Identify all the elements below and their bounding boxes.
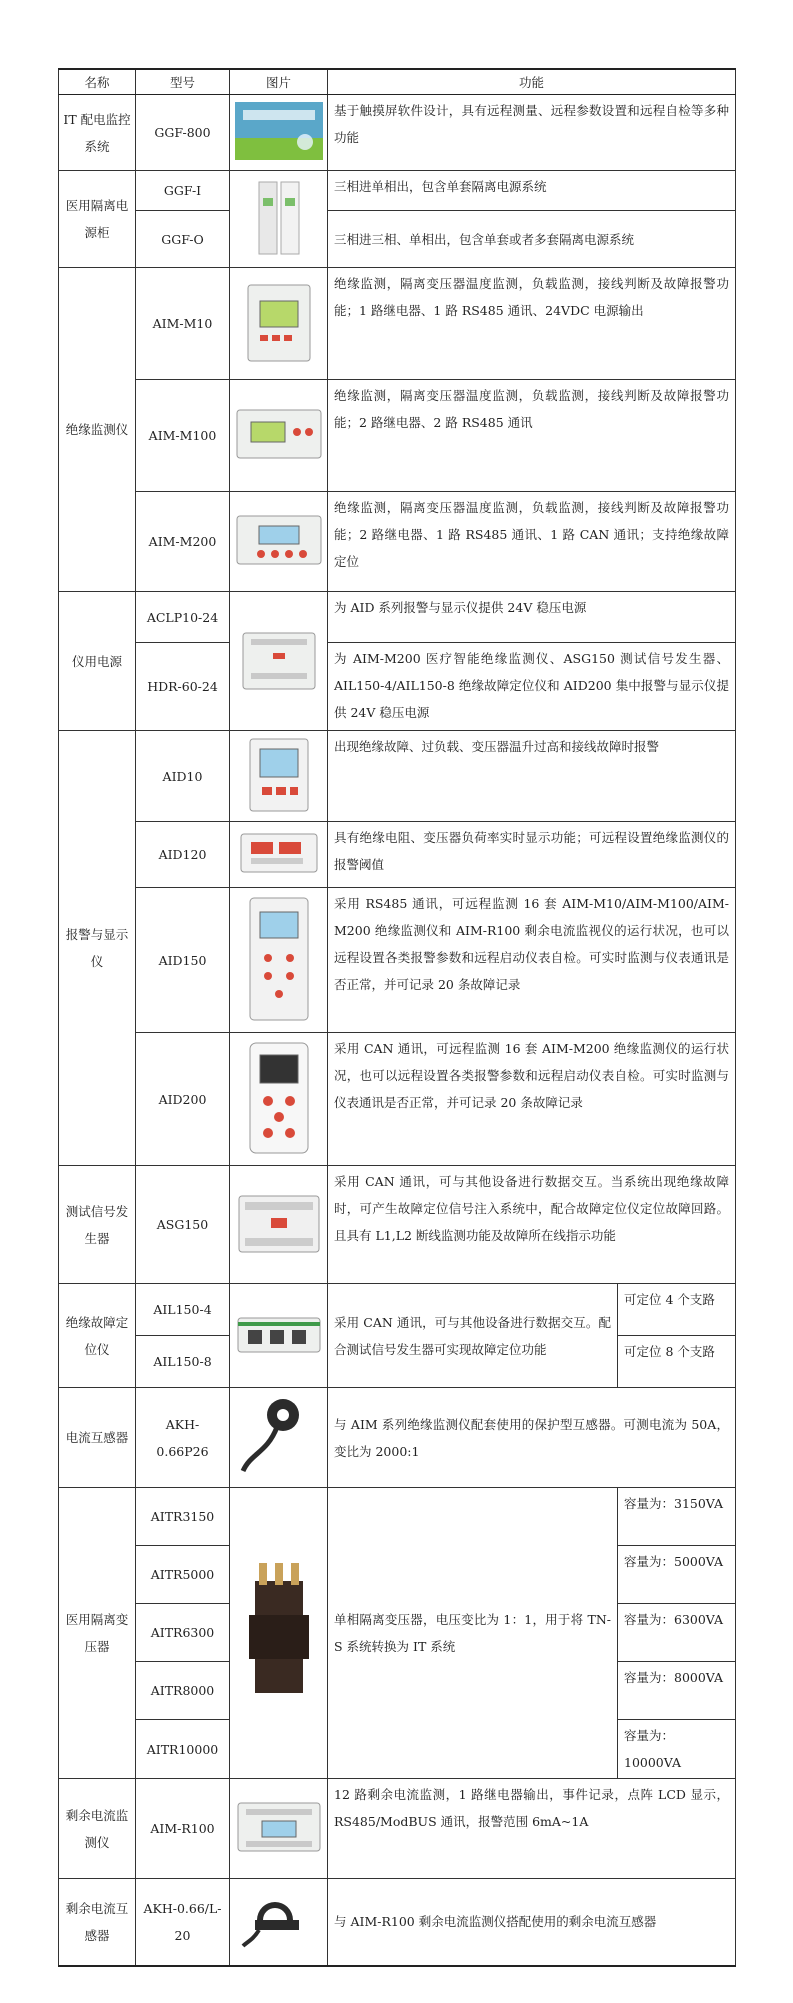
model-cell: AIM-M10 [136, 268, 230, 380]
aim-r100-image [230, 1779, 328, 1879]
table-row [59, 1879, 736, 1966]
table-row [59, 888, 736, 1033]
model-cell: AID10 [136, 731, 230, 822]
function-cell: 为 AIM-M200 医疗智能绝缘监测仪、ASG150 测试信号发生器、AIL150-4/AIL150-8 绝缘故障定位仪和 AID200 集中报警与显示仪提供 24V 稳压电源 [328, 643, 736, 731]
table-row [59, 1488, 736, 1546]
header-name: 名称 [59, 69, 136, 95]
model-cell: AKH-0.66P26 [136, 1388, 230, 1488]
product-spec-table [58, 68, 736, 1967]
name-cell: 绝缘故障定位仪 [59, 1284, 136, 1388]
sub-function-cell: 容量为：10000VA [618, 1720, 736, 1779]
function-cell: 绝缘监测，隔离变压器温度监测，负载监测，接线判断及故障报警功能；2 路继电器、2 路 RS485 通讯 [328, 380, 736, 492]
sub-function-cell: 可定位 8 个支路 [618, 1336, 736, 1388]
aim-m200-image [230, 492, 328, 592]
model-cell: AID150 [136, 888, 230, 1033]
table-row [59, 492, 736, 592]
model-cell: HDR-60-24 [136, 643, 230, 731]
table-row [59, 380, 736, 492]
function-cell: 基于触摸屏软件设计，具有远程测量、远程参数设置和远程自检等多种功能 [328, 95, 736, 171]
function-cell: 绝缘监测，隔离变压器温度监测，负载监测，接线判断及故障报警功能；1 路继电器、1 路 RS485 通讯、24VDC 电源输出 [328, 268, 736, 380]
name-cell: 剩余电流监测仪 [59, 1779, 136, 1879]
aid150-image [230, 888, 328, 1033]
function-cell: 采用 CAN 通讯，可与其他设备进行数据交互。配合测试信号发生器可实现故障定位功能 [328, 1284, 618, 1388]
power-supply-image [230, 592, 328, 731]
aid10-image [230, 731, 328, 822]
model-cell: GGF-I [136, 171, 230, 211]
header-function: 功能 [328, 69, 736, 95]
function-cell: 采用 CAN 通讯，可与其他设备进行数据交互。当系统出现绝缘故障时，可产生故障定位信号注入系统中，配合故障定位仪定位故障回路。且具有 L1,L2 断线监测功能及故障所在线指示功能 [328, 1166, 736, 1284]
table-row [59, 643, 736, 731]
table-row [59, 822, 736, 888]
table-row [59, 592, 736, 643]
model-cell: ACLP10-24 [136, 592, 230, 643]
function-cell: 单相隔离变压器，电压变比为 1：1，用于将 TN-S 系统转换为 IT 系统 [328, 1488, 618, 1779]
aid120-image [230, 822, 328, 888]
isolation-transformer-image [230, 1488, 328, 1779]
table-row [59, 1779, 736, 1879]
model-cell: AID200 [136, 1033, 230, 1166]
table-header-row [59, 69, 736, 95]
power-cabinet-image [230, 171, 328, 268]
name-cell: 绝缘监测仪 [59, 268, 136, 592]
model-cell: AITR6300 [136, 1604, 230, 1662]
model-cell: GGF-O [136, 211, 230, 268]
function-cell: 三相进三相、单相出，包含单套或者多套隔离电源系统 [328, 211, 736, 268]
residual-ct-image [230, 1879, 328, 1966]
table-row [59, 731, 736, 822]
aid200-image [230, 1033, 328, 1166]
name-cell: 医用隔离变压器 [59, 1488, 136, 1779]
model-cell: ASG150 [136, 1166, 230, 1284]
table-row [59, 1388, 736, 1488]
model-cell: AITR3150 [136, 1488, 230, 1546]
table-row [59, 95, 736, 171]
function-cell: 12 路剩余电流监测，1 路继电器输出，事件记录，点阵 LCD 显示，RS485/ModBUS 通讯，报警范围 6mA~1A [328, 1779, 736, 1879]
header-model: 型号 [136, 69, 230, 95]
function-cell: 为 AID 系列报警与显示仪提供 24V 稳压电源 [328, 592, 736, 643]
header-image: 图片 [230, 69, 328, 95]
model-cell: AITR8000 [136, 1662, 230, 1720]
function-cell: 采用 RS485 通讯，可远程监测 16 套 AIM-M10/AIM-M100/AIM-M200 绝缘监测仪和 AIM-R100 剩余电流监视仪的运行状况，也可以远程设置各类报警参数和远程启动仪表自检。可实时监测与仪表通讯是否正常，并可记录 20 条故障记录 [328, 888, 736, 1033]
function-cell: 与 AIM-R100 剩余电流监测仪搭配使用的剩余电流互感器 [328, 1879, 736, 1966]
function-cell: 与 AIM 系列绝缘监测仪配套使用的保护型互感器。可测电流为 50A，变比为 2000:1 [328, 1388, 736, 1488]
name-cell: 仪用电源 [59, 592, 136, 731]
table-row [59, 268, 736, 380]
model-cell: AIL150-8 [136, 1336, 230, 1388]
sub-function-cell: 容量为：5000VA [618, 1546, 736, 1604]
sub-function-cell: 容量为：6300VA [618, 1604, 736, 1662]
function-cell: 采用 CAN 通讯，可远程监测 16 套 AIM-M200 绝缘监测仪的运行状况，也可以远程设置各类报警参数和远程启动仪表自检。可实时监测与仪表通讯是否正常，并可记录 20 条故障记录 [328, 1033, 736, 1166]
aim-m10-image [230, 268, 328, 380]
table-row [59, 171, 736, 211]
aim-m100-image [230, 380, 328, 492]
name-cell: 测试信号发生器 [59, 1166, 136, 1284]
function-cell: 具有绝缘电阻、变压器负荷率实时显示功能；可远程设置绝缘监测仪的报警阈值 [328, 822, 736, 888]
sub-function-cell: 可定位 4 个支路 [618, 1284, 736, 1336]
model-cell: AKH-0.66/L-20 [136, 1879, 230, 1966]
name-cell: 报警与显示仪 [59, 731, 136, 1166]
model-cell: AIM-R100 [136, 1779, 230, 1879]
name-cell: 剩余电流互感器 [59, 1879, 136, 1966]
ail150-image [230, 1284, 328, 1388]
model-cell: AITR10000 [136, 1720, 230, 1779]
function-cell: 出现绝缘故障、过负载、变压器温升过高和接线故障时报警 [328, 731, 736, 822]
table-row [59, 211, 736, 268]
current-transformer-image [230, 1388, 328, 1488]
name-cell: 医用隔离电源柜 [59, 171, 136, 268]
model-cell: AIL150-4 [136, 1284, 230, 1336]
model-cell: AITR5000 [136, 1546, 230, 1604]
table-row [59, 1033, 736, 1166]
function-cell: 三相进单相出，包含单套隔离电源系统 [328, 171, 736, 211]
model-cell: AID120 [136, 822, 230, 888]
it-monitor-screen-image [230, 95, 328, 171]
function-cell: 绝缘监测，隔离变压器温度监测，负载监测，接线判断及故障报警功能；2 路继电器、1 路 RS485 通讯、1 路 CAN 通讯；支持绝缘故障定位 [328, 492, 736, 592]
sub-function-cell: 容量为：8000VA [618, 1662, 736, 1720]
model-cell: AIM-M200 [136, 492, 230, 592]
name-cell: 电流互感器 [59, 1388, 136, 1488]
sub-function-cell: 容量为：3150VA [618, 1488, 736, 1546]
name-cell: IT 配电监控系统 [59, 95, 136, 171]
table-row [59, 1284, 736, 1336]
asg150-image [230, 1166, 328, 1284]
model-cell: AIM-M100 [136, 380, 230, 492]
model-cell: GGF-800 [136, 95, 230, 171]
table-row [59, 1166, 736, 1284]
